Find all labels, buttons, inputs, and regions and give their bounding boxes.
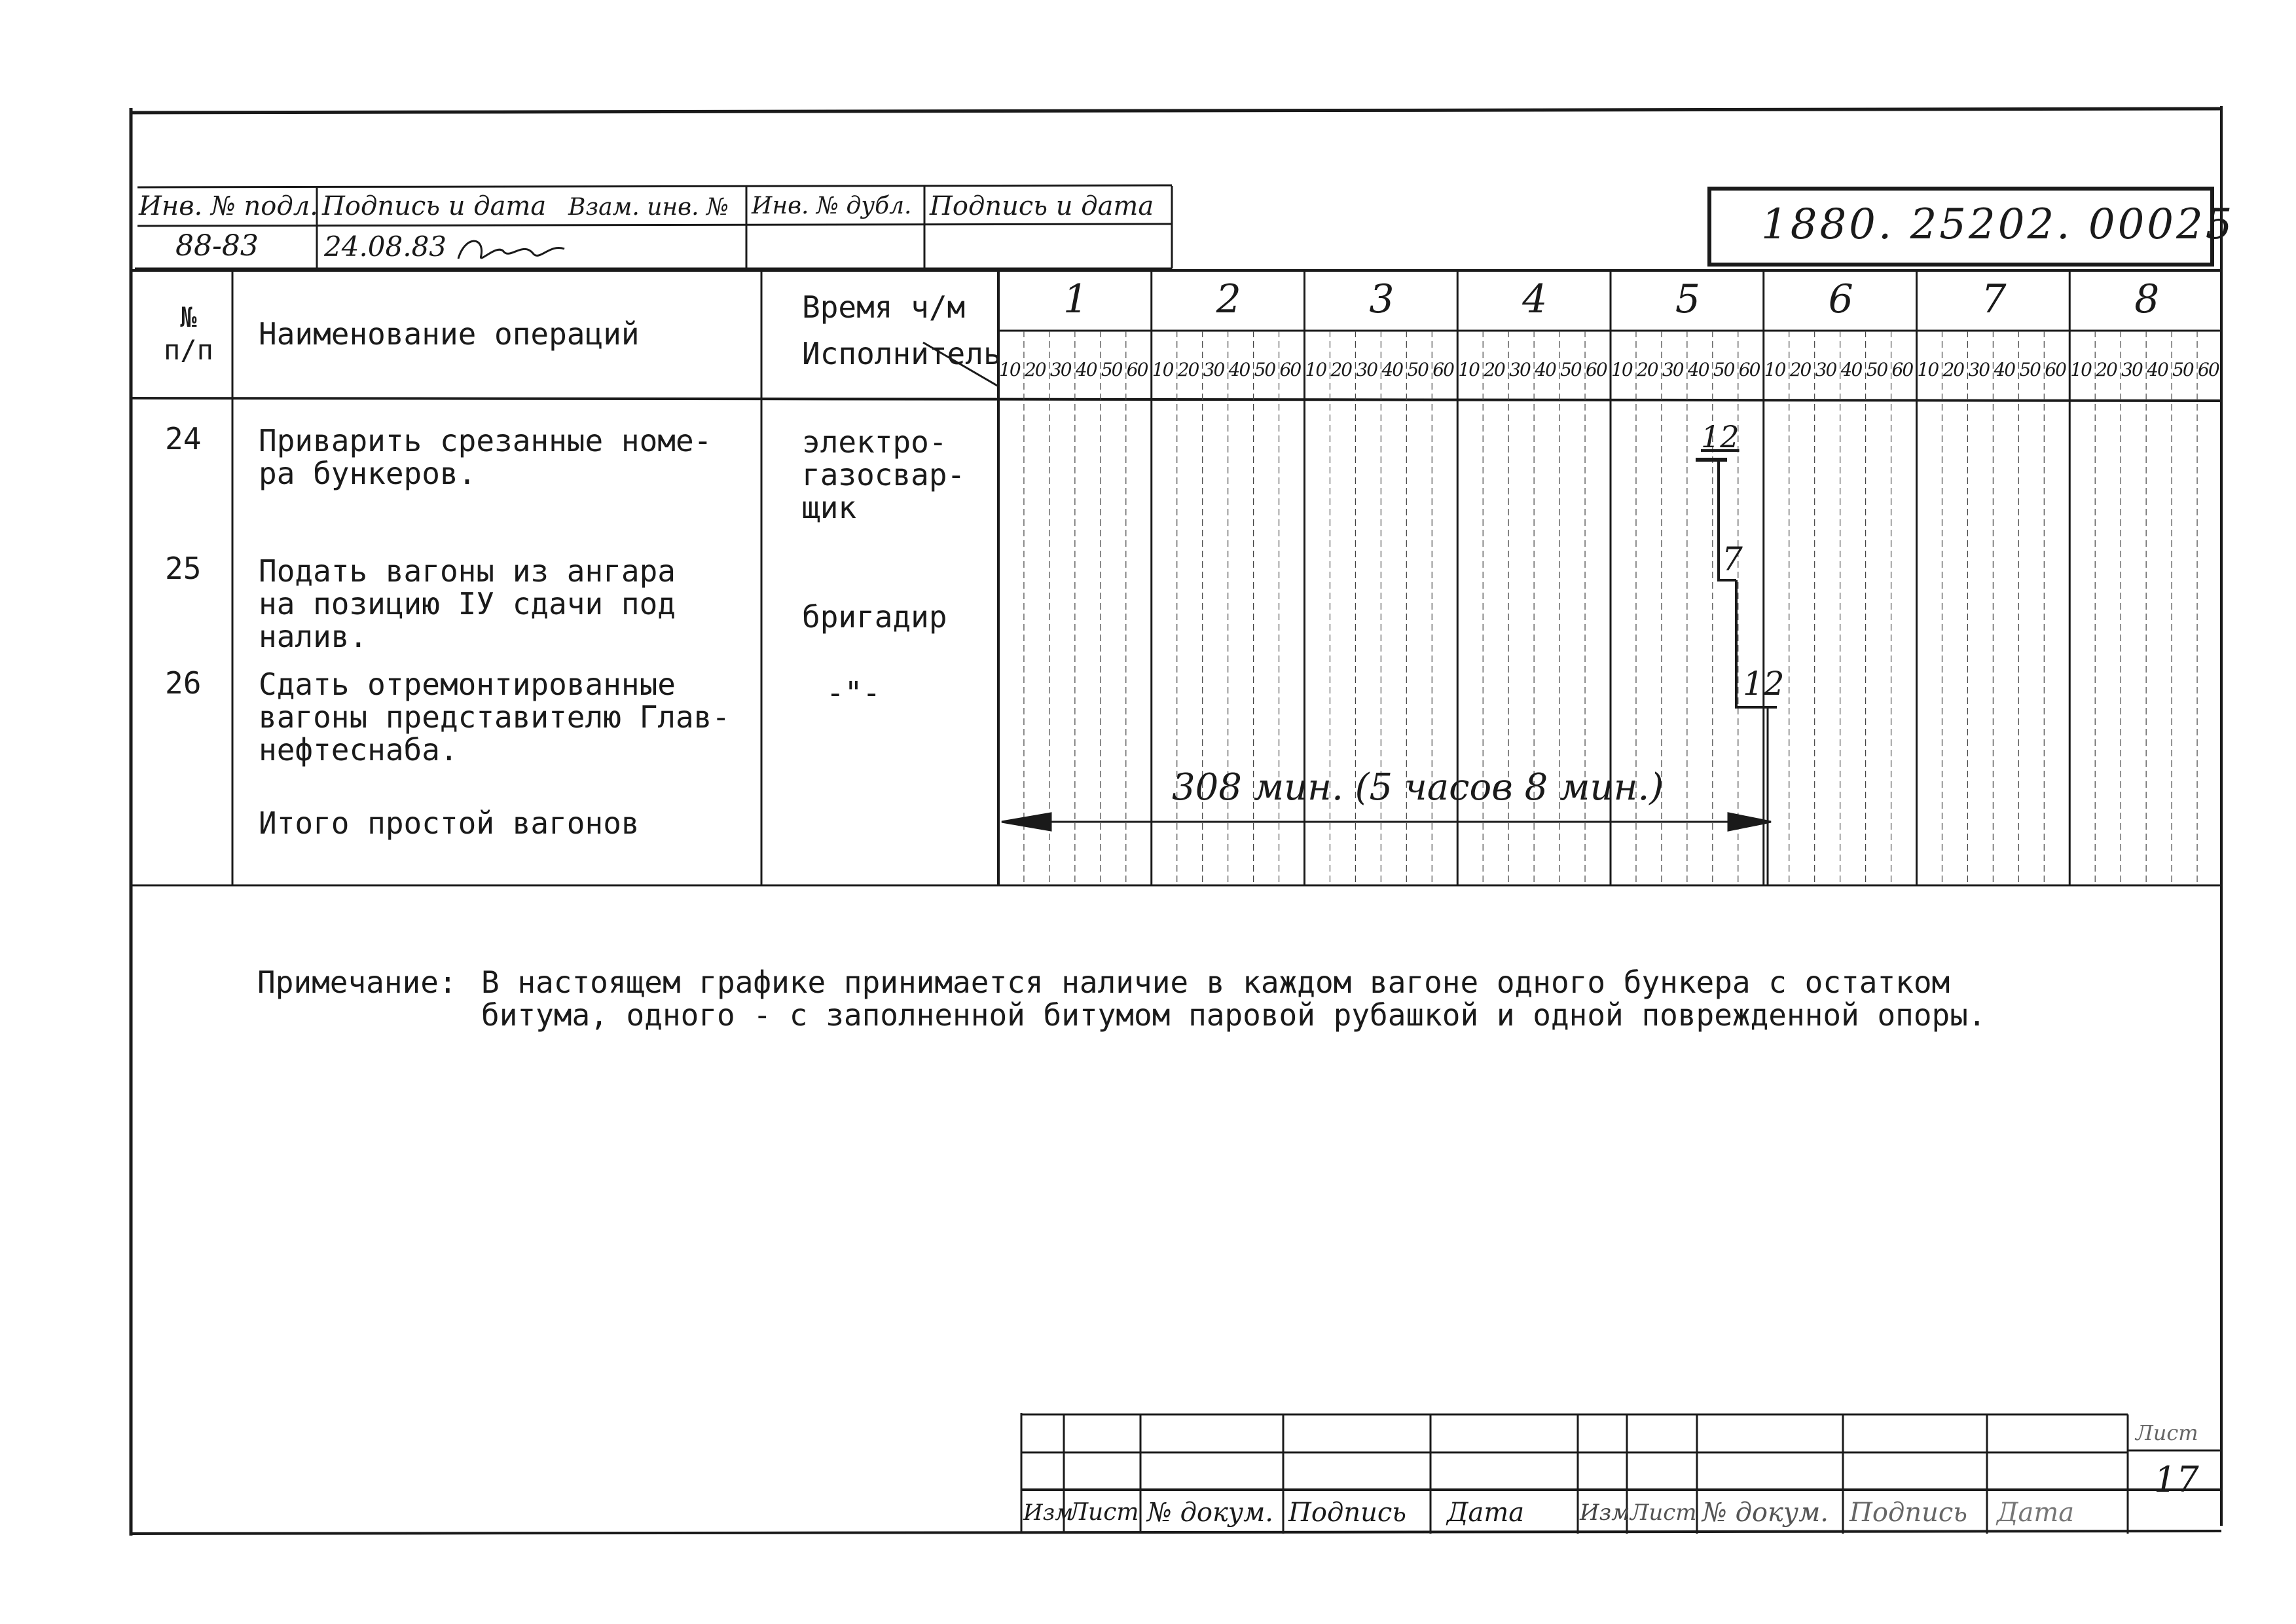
hour-label: 8 xyxy=(2134,276,2160,322)
minute-label: 40 xyxy=(1075,359,1097,380)
hour-label: 1 xyxy=(1063,276,1089,322)
minute-label: 10 xyxy=(1152,359,1173,380)
tb-label-sheet: Лист xyxy=(1068,1499,1139,1526)
col-header-number: № п/п xyxy=(164,301,213,366)
tb-label-signature: Подпись xyxy=(1288,1498,1407,1528)
gantt-label-24: 12 xyxy=(1701,419,1740,454)
note-text: В настоящем графике принимается наличие в каждом вагоне одного бункера с остатком битума, одного - с заполненной битумом паровой рубашкой и одной поврежденной опоры. xyxy=(481,965,1986,1033)
minute-label: 10 xyxy=(999,359,1020,380)
tb-label-change: Изм xyxy=(1023,1500,1074,1526)
col-header-executor: Исполнитель xyxy=(802,336,1002,371)
row-operation: Приварить срезанные номе- ра бункеров. xyxy=(259,423,712,491)
minute-label: 60 xyxy=(1432,359,1453,380)
document-code: 1880. 25202. 00025 xyxy=(1761,200,2235,249)
minute-label: 40 xyxy=(1228,359,1250,380)
tb-sheet-number: 17 xyxy=(2154,1459,2199,1500)
gantt-label-26: 12 xyxy=(1743,665,1785,703)
minute-label: 20 xyxy=(2096,359,2117,380)
minute-label: 40 xyxy=(1535,359,1556,380)
note-label: Примечание: xyxy=(257,965,457,1000)
gantt-label-25: 7 xyxy=(1722,540,1743,578)
minute-label: 20 xyxy=(1177,359,1199,380)
minute-label: 60 xyxy=(2045,359,2066,380)
minute-label: 40 xyxy=(2147,359,2168,380)
minute-label: 50 xyxy=(1101,359,1122,380)
total-duration-arrow xyxy=(1002,813,1771,830)
minute-label: 30 xyxy=(1203,359,1224,380)
row-executor: -"- xyxy=(826,675,881,710)
hour-label: 4 xyxy=(1522,276,1548,322)
minute-label: 30 xyxy=(1356,359,1377,380)
minute-label: 30 xyxy=(1968,359,1990,380)
minute-label: 10 xyxy=(1917,359,1939,380)
stamp-header-inv-dup: Инв. № дубл. xyxy=(752,193,912,219)
minute-label: 20 xyxy=(1789,359,1811,380)
minute-label: 20 xyxy=(1942,359,1964,380)
row-number: 26 xyxy=(165,665,202,701)
total-annotation: 308 мин. (5 часов 8 мин.) xyxy=(1172,766,1664,809)
minute-label: 60 xyxy=(2198,359,2219,380)
tb-label-change-2: Изм xyxy=(1580,1500,1630,1526)
stamp-header-signature-2: Подпись и дата xyxy=(930,191,1154,221)
minute-label: 20 xyxy=(1484,359,1504,380)
hour-label: 7 xyxy=(1981,276,2007,322)
minute-label: 10 xyxy=(1611,359,1632,380)
minute-label: 30 xyxy=(1815,359,1836,380)
minute-label: 20 xyxy=(1024,359,1046,380)
total-label: Итого простой вагонов xyxy=(259,805,640,841)
minute-label: 60 xyxy=(1279,359,1301,380)
minute-label: 50 xyxy=(1560,359,1581,380)
row-operation: Подать вагоны из ангара на позицию IУ сдачи под налив. xyxy=(259,553,676,654)
stamp-header-signature-1: Подпись и дата xyxy=(322,191,547,221)
minute-label: 40 xyxy=(1381,359,1403,380)
hour-label: 3 xyxy=(1369,276,1394,322)
tb-label-sheet-2: Лист xyxy=(1630,1500,1697,1526)
tb-label-doc-no-2: № докум. xyxy=(1702,1498,1829,1528)
tb-label-doc-no: № докум. xyxy=(1147,1498,1273,1528)
minute-label: 20 xyxy=(1330,359,1352,380)
stamp-header-replacement: Взам. инв. № xyxy=(568,194,729,221)
tb-label-date-2: Дата xyxy=(1997,1498,2075,1528)
stamp-value-date: 24.08.83 xyxy=(324,231,447,263)
minute-label: 30 xyxy=(1049,359,1071,380)
stamp-value-inv-orig: 88-83 xyxy=(175,229,259,263)
minute-label: 50 xyxy=(2172,359,2193,380)
tb-label-signature-2: Подпись xyxy=(1850,1498,1968,1528)
col-header-operation: Наименование операций xyxy=(259,316,640,352)
minute-label: 20 xyxy=(1636,359,1658,380)
minute-label: 50 xyxy=(2019,359,2040,380)
minute-label: 10 xyxy=(2070,359,2091,380)
minute-label: 60 xyxy=(1586,359,1607,380)
minute-label: 40 xyxy=(1840,359,1862,380)
hour-label: 6 xyxy=(1828,276,1853,322)
minute-label: 50 xyxy=(1407,359,1428,380)
minute-label: 30 xyxy=(2121,359,2142,380)
minute-label: 60 xyxy=(1126,359,1148,380)
stamp-header-inv-orig: Инв. № подл. xyxy=(139,191,318,221)
minute-label: 50 xyxy=(1866,359,1887,380)
row-operation: Сдать отремонтированные вагоны представителю Глав- нефтеснаба. xyxy=(259,667,731,767)
hour-label: 2 xyxy=(1216,276,1241,322)
row-executor: бригадир xyxy=(802,599,947,635)
minute-label: 40 xyxy=(1994,359,2015,380)
row-number: 25 xyxy=(165,551,202,586)
minute-label: 10 xyxy=(1458,359,1479,380)
row-number: 24 xyxy=(165,421,202,456)
minute-label: 60 xyxy=(1738,359,1760,380)
tb-label-date: Дата xyxy=(1447,1498,1525,1528)
minute-label: 50 xyxy=(1713,359,1734,380)
minute-label: 50 xyxy=(1254,359,1275,380)
minute-label: 10 xyxy=(1305,359,1326,380)
minute-label: 30 xyxy=(1509,359,1530,380)
hour-label: 5 xyxy=(1675,276,1701,322)
minute-label: 40 xyxy=(1687,359,1709,380)
minute-label: 30 xyxy=(1662,359,1683,380)
tb-sheet-label: Лист xyxy=(2136,1420,2198,1445)
minute-label: 60 xyxy=(1891,359,1913,380)
col-header-time: Время ч/м xyxy=(802,289,966,325)
row-executor: электро- газосвар- щик xyxy=(802,424,966,525)
minute-label: 10 xyxy=(1764,359,1785,380)
